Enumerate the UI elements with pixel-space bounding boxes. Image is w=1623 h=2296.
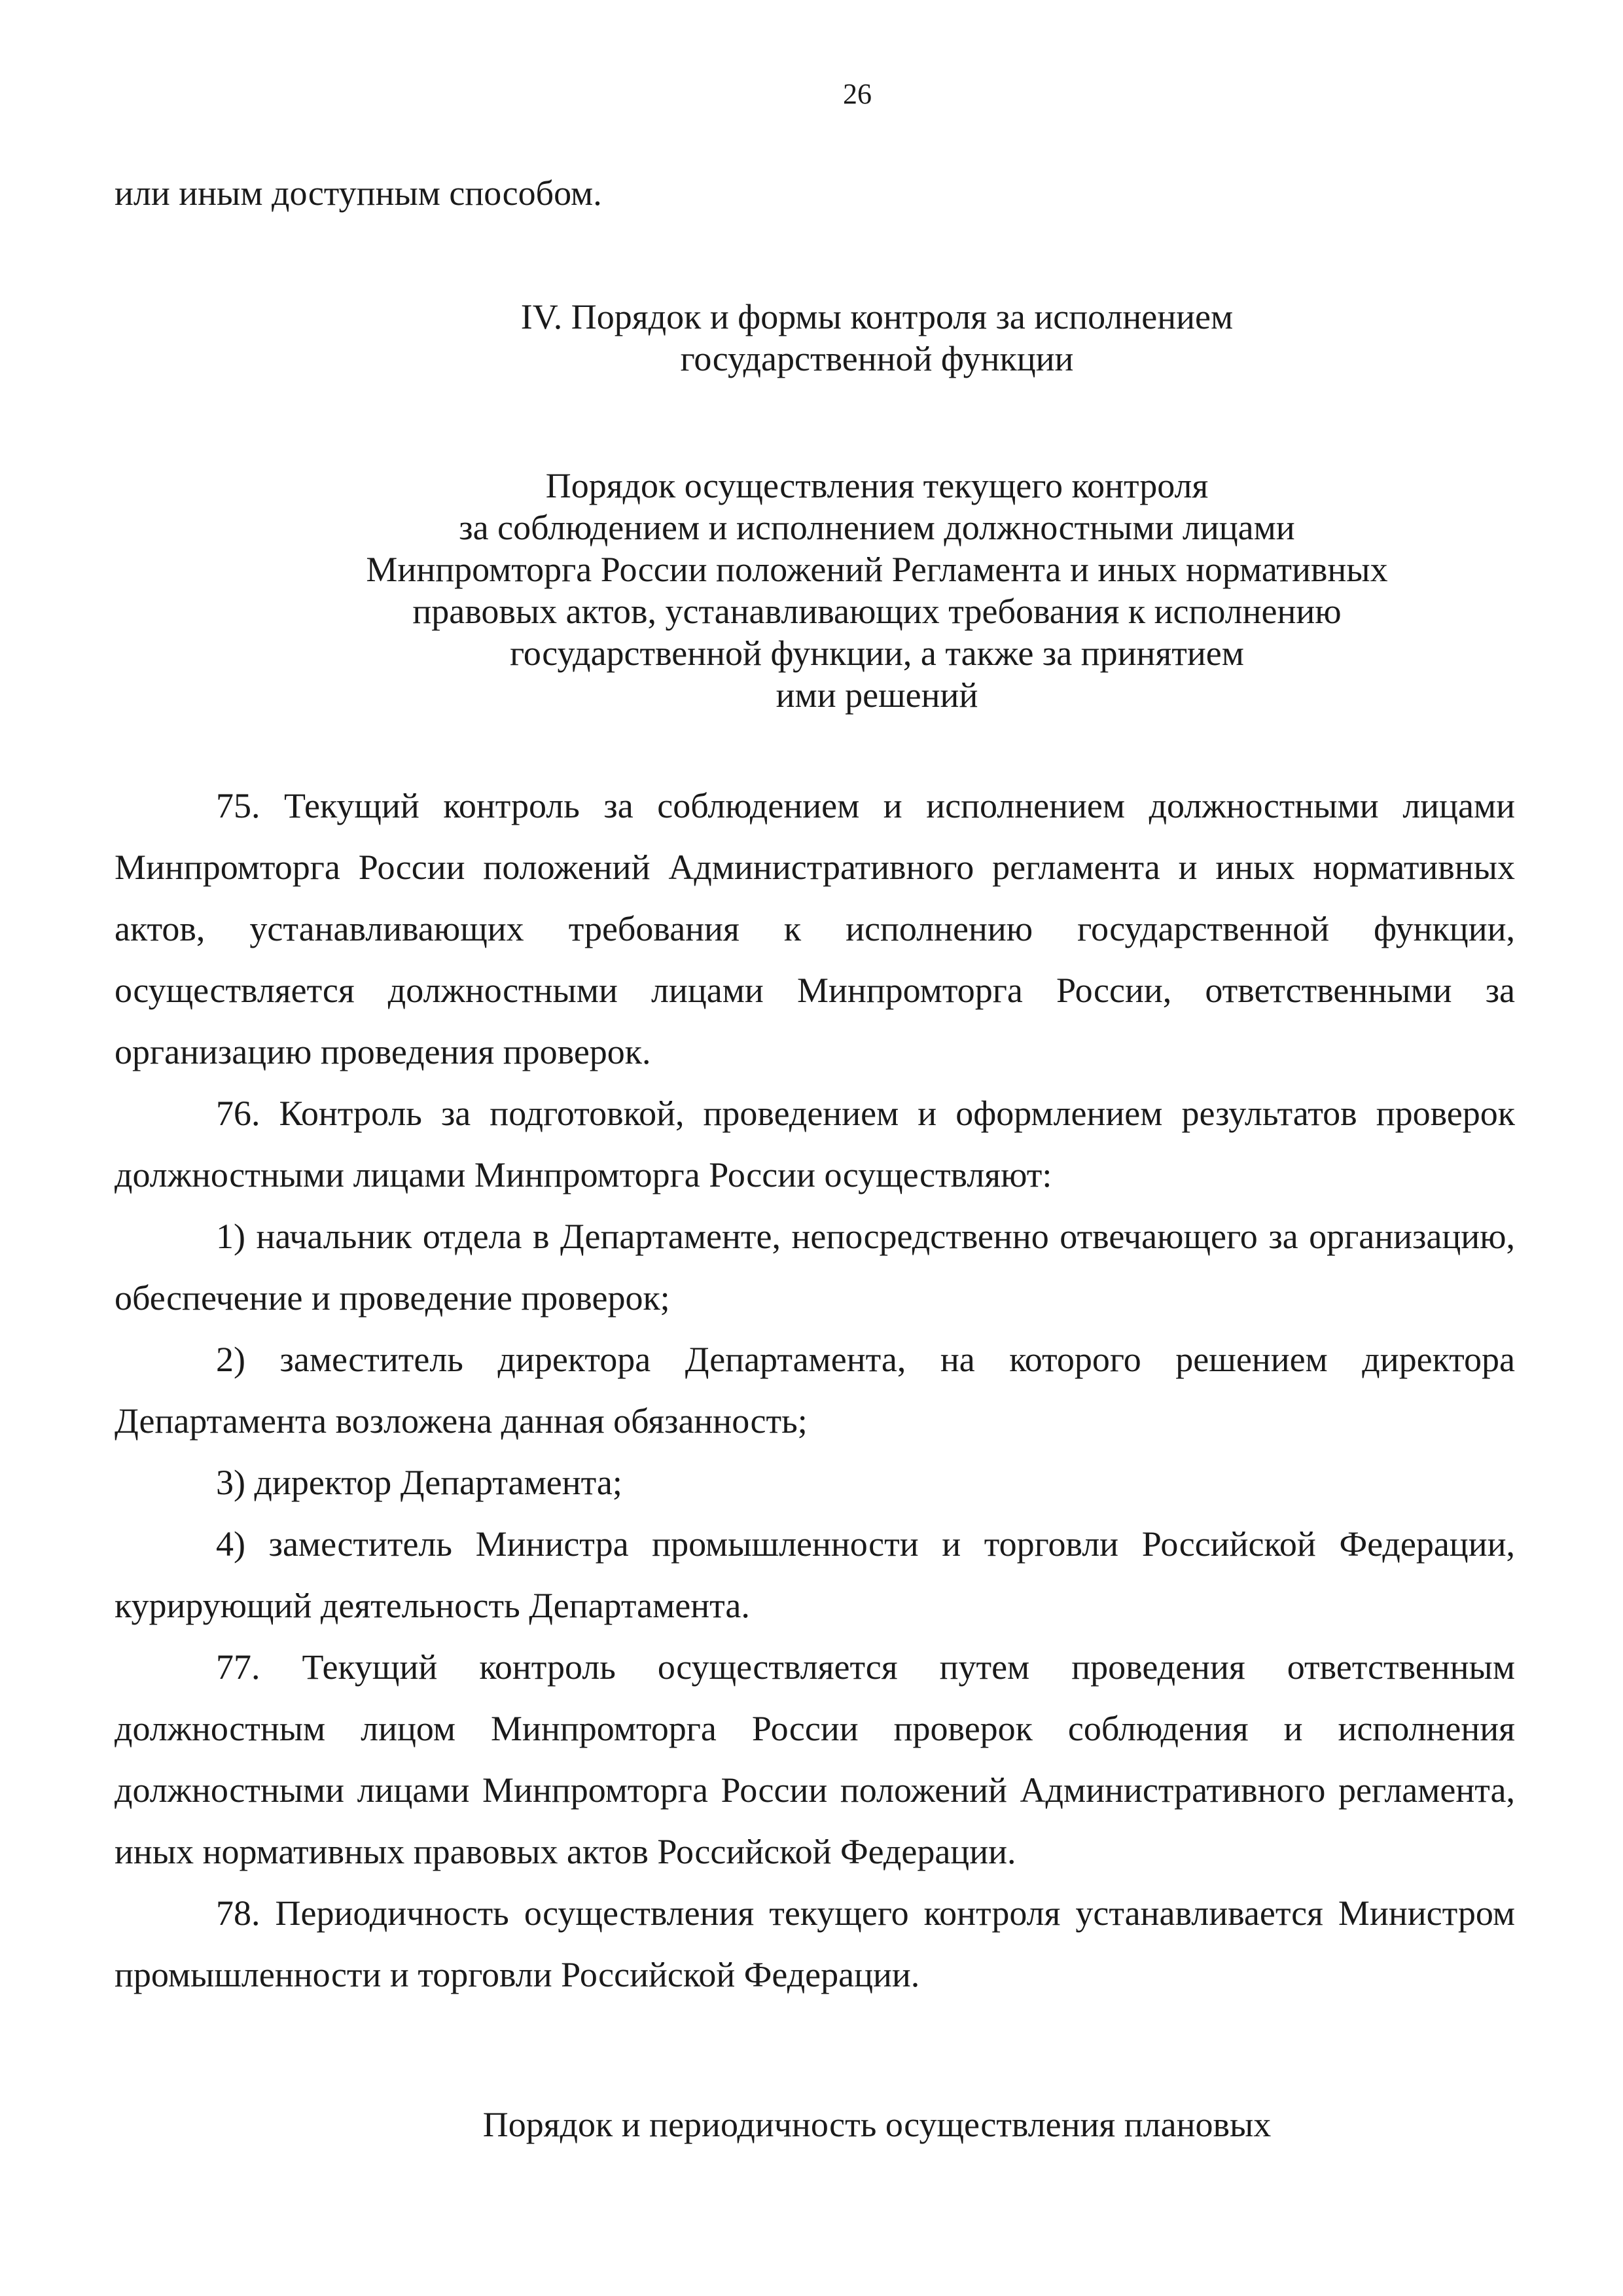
list-item-2: 2) заместитель директора Департамента, на которого решением директора Департамента возложена данная обязанность;: [115, 1340, 1515, 1441]
next-section-heading: [115, 2104, 1515, 2145]
subsection-heading-line: Порядок осуществления текущего контроля: [545, 466, 1209, 505]
paragraph-75: 75. Текущий контроль за соблюдением и исполнением должностными лицами Минпромторга России положений Административного регламента и иных нормативных актов, устанавливающих требования к исполнению государственной функции, осуществляется должностными лицами Минпромторга России, ответственными за организацию проведения проверок.: [115, 786, 1515, 1071]
list-item-1: 1) начальник отдела в Департаменте, непосредственно отвечающего за организацию, обеспечение и проведение проверок;: [115, 1217, 1515, 1318]
subsection-heading-line: государственной функции, а также за принятием: [510, 634, 1244, 673]
paragraph-76: 76. Контроль за подготовкой, проведением и оформлением результатов проверок должностными лицами Минпромторга России осуществляют:: [115, 1094, 1515, 1194]
list-item-3: 3) директор Департамента;: [216, 1463, 622, 1502]
subsection-heading-line: за соблюдением и исполнением должностными лицами: [459, 508, 1295, 547]
list-item-4: 4) заместитель Министра промышленности и торговли Российской Федерации, курирующий деятельность Департамента.: [115, 1524, 1515, 1625]
paragraph-78: 78. Периодичность осуществления текущего контроля устанавливается Министром промышленности и торговли Российской Федерации.: [115, 1893, 1515, 1994]
document-body: [115, 162, 1515, 2145]
subsection-heading-line: правовых актов, устанавливающих требования к исполнению: [412, 592, 1342, 631]
next-heading-line: Порядок и периодичность осуществления плановых: [482, 2105, 1272, 2144]
subsection-heading: [115, 465, 1515, 716]
subsection-heading-line: ими решений: [776, 675, 978, 715]
paragraph-77: 77. Текущий контроль осуществляется путем проведения ответственным должностным лицом Минпромторга России проверок соблюдения и исполнения должностными лицами Минпромторга России положений Административного регламента, иных нормативных правовых актов Российской Федерации.: [115, 1647, 1515, 1871]
section-heading-line: IV. Порядок и формы контроля за исполнением: [520, 297, 1234, 336]
continuation-text: или иным доступным способом.: [115, 173, 602, 213]
page-number: 26: [843, 78, 872, 110]
section-heading: [115, 296, 1515, 380]
section-heading-line: государственной функции: [680, 339, 1074, 378]
subsection-heading-line: Минпромторга России положений Регламента и иных нормативных: [366, 550, 1388, 589]
